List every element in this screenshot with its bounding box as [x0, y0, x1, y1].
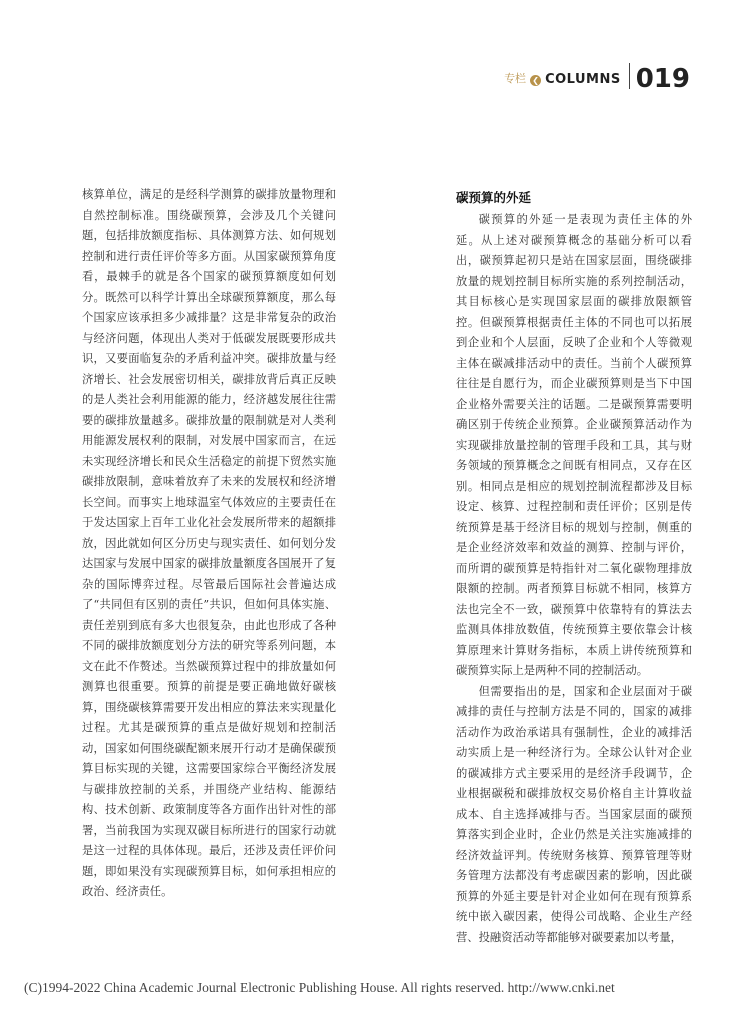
section-subheading: 碳预算的外延: [456, 190, 532, 205]
chevron-left-icon: ❮: [530, 75, 541, 86]
right-paragraph-2: 但需要指出的是，国家和企业层面对于碳减排的责任与控制方法是不同的，国家的减排活动作为政治承诺具有强制性，企业的减排活动实质上是一种经济行为。全球公认针对企业的碳减排方式主要采用的是经济手段调节，企业根据碳税和碳排放权交易价格自主计算收益成本、自主选择减排与否。当国家层面的碳预算落实到企业时，企业仍然是关注实施减排的经济效益评判。传统财务核算、预算管理等财务管理方法都没有考虑碳因素的影响，因此碳预算的外延主要是针对企业如何在现有预算系统中嵌入碳因素，使得公司战略、企业生产经营、投融资活动等都能够对碳要素加以考量，: [456, 684, 692, 944]
right-column: [456, 188, 692, 948]
copyright-footer: (C)1994-2022 China Academic Journal Electronic Publishing House. All rights reserved. http://www.cnki.net: [24, 980, 615, 995]
left-column: [82, 185, 336, 903]
right-paragraph-1: 碳预算的外延一是表现为责任主体的外延。从上述对碳预算概念的基础分析可以看出，碳预算起初只是站在国家层面，围绕碳排放量的规划控制目标所实施的系列控制活动，其目标核心是实现国家层面的碳排放限额管控。但碳预算根据责任主体的不同也可以拓展到企业和个人层面，反映了企业和个人等微观主体在碳减排活动中的责任。当前个人碳预算往往是自愿行为，而企业碳预算则是当下中国企业格外需要关注的话题。二是碳预算需要明确区别于传统企业预算。企业碳预算活动作为实现碳排放量控制的管理手段和工具，其与财务领域的预算概念之间既有相同点，又存在区别。相同点是相应的规划控制流程都涉及目标设定、核算、过程控制和责任评价；区别是传统预算是基于经济目标的规划与控制，侧重的是企业经济效率和效益的测算、控制与评价，而所谓的碳预算是特指针对二氧化碳物理排放限额的控制。两者预算目标就不相同，核算方法也完全不一致，碳预算中依靠特有的算法去监测具体排放数值，传统预算主要依靠会计核算原理来计算财务指标，本质上讲传统预算和碳预算实际上是两种不同的控制活动。: [456, 213, 692, 677]
left-paragraph: 核算单位，满足的是经科学测算的碳排放量物理和自然控制标准。围绕碳预算，会涉及几个关键问题，包括排放额度指标、具体测算方法、如何规划控制和进行责任评价等多方面。从国家碳预算角度看，最棘手的就是各个国家的碳预算额度如何划分。既然可以科学计算出全球碳预算额度，那么每个国家应该承担多少减排量？这是非常复杂的政治与经济问题，体现出人类对于低碳发展既要形成共识，又要面临复杂的矛盾利益冲突。碳排放量与经济增长、社会发展密切相关，碳排放背后真正反映的是人类社会利用能源的能力，经济越发展往往需要的碳排放量越多。碳排放量的限制就是对人类利用能源发展权利的限制，对发展中国家而言，在远未实现经济增长和民众生活稳定的前提下贸然实施碳排放限制，意味着放弃了未来的发展权和经济增长空间。而事实上地球温室气体效应的主要责任在于发达国家上百年工业化社会发展所带来的超额排放，因此就如何区分历史与现实责任、如何划分发达国家与发展中国家的碳排放量额度各国展开了复杂的国际博弈过程。尽管最后国际社会普遍达成了“共同但有区别的责任”共识，但如何具体实施、责任差别到底有多大也很复杂，由此也形成了各种不同的碳排放额度划分方法的研究等系列问题，本文在此不作赘述。当然碳预算过程中的排放量如何测算也很重要。预算的前提是要正确地做好碳核算，围绕碳核算需要开发出相应的算法来实现量化过程。尤其是碳预算的重点是做好规划和控制活动，国家如何围绕碳配额来展开行动才是确保碳预算目标实现的关键，这需要国家综合平衡经济发展与碳排放控制的关系，并围绕产业结构、能源结构、技术创新、政策制度等各方面作出针对性的部署，当前我国为实现双碳目标所进行的国家行动就是这一过程的具体体现。最后，还涉及责任评价问题，即如果没有实现碳预算目标，如何承担相应的政治、经济责任。: [82, 188, 336, 898]
header-divider: [629, 63, 630, 89]
section-label-zh: 专栏: [504, 72, 527, 85]
page-header: [504, 56, 690, 92]
page-number: 019: [635, 64, 690, 94]
section-label-en: COLUMNS: [545, 72, 621, 87]
